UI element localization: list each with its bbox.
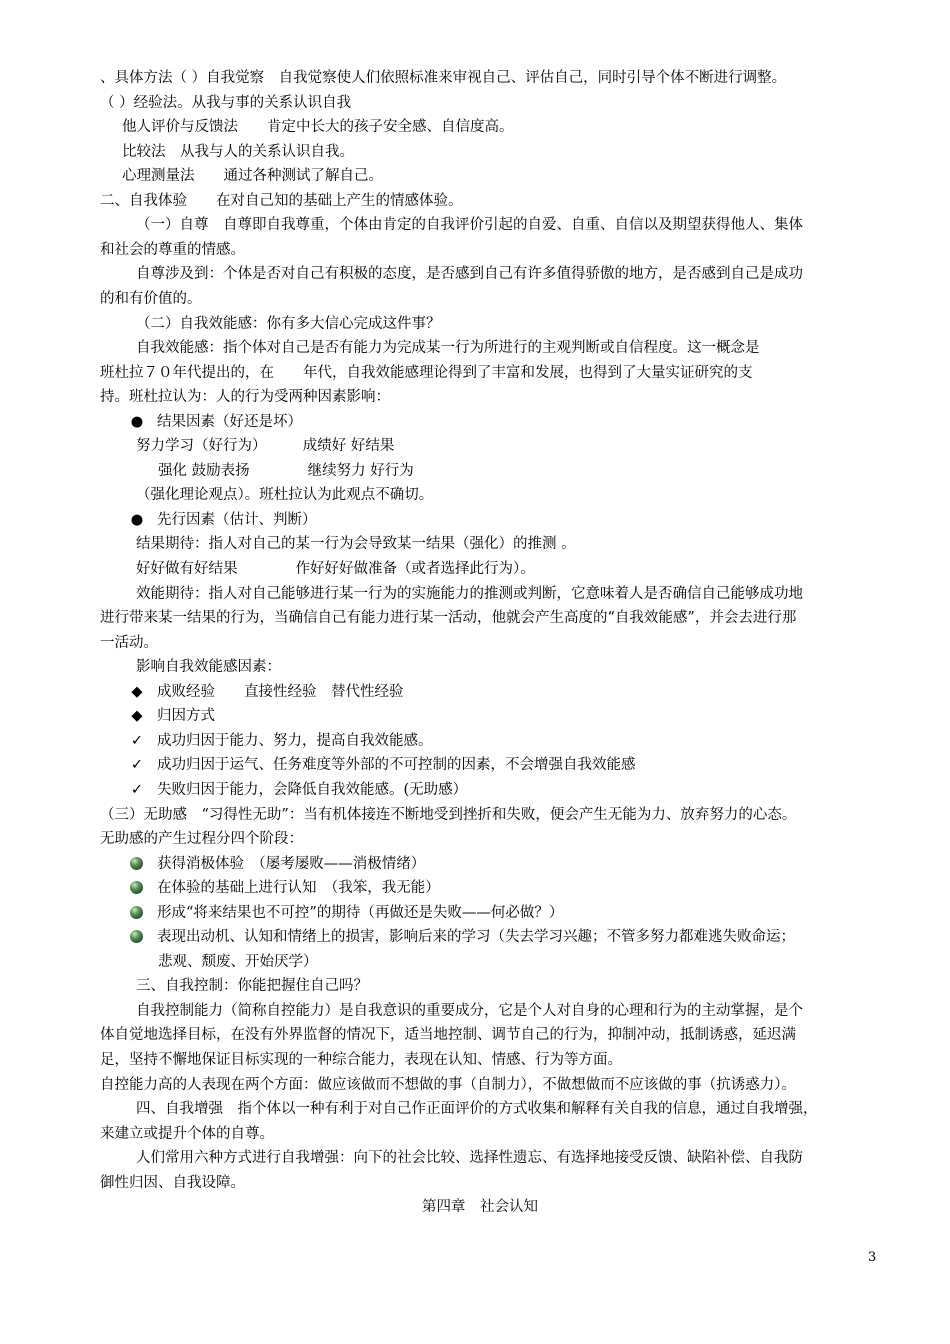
line-text: 结果因素（好还是坏）	[157, 414, 302, 430]
line-text: 成功归因于运气、任务难度等外部的不可控制的因素，不会增强自我效能感	[157, 757, 636, 773]
text-line	[100, 191, 890, 211]
line-text: （三）无助感 “习得性无助”：当有机体接连不断地受到挫折和失败，便会产生无能为力、放弃努力的心态。	[100, 807, 797, 823]
text-line	[100, 117, 890, 137]
line-text: 和社会的尊重的情感。	[100, 242, 245, 258]
list-item	[100, 682, 890, 702]
checkmark-bullet-icon: ✓	[130, 782, 144, 798]
text-line	[100, 608, 890, 628]
text-line	[100, 215, 890, 235]
text-line	[100, 633, 890, 653]
text-line	[100, 829, 890, 849]
text-line	[100, 1173, 890, 1193]
line-text: 比较法 从我与人的关系认识自我。	[122, 144, 354, 160]
text-line	[100, 338, 890, 358]
text-line	[100, 1001, 890, 1021]
line-text: 无助感的产生过程分四个阶段：	[100, 831, 303, 847]
text-line	[100, 166, 890, 186]
list-item	[100, 706, 890, 726]
dot-bullet-icon: ●	[130, 512, 144, 528]
text-line	[100, 461, 890, 481]
dot-bullet-icon: ●	[130, 414, 144, 430]
list-item	[100, 510, 890, 530]
list-item	[100, 755, 890, 775]
text-line	[100, 363, 890, 383]
line-text: 四、自我增强 指个体以一种有利于对自己作正面评价的方式收集和解释有关自我的信息，通过自我增强，	[136, 1101, 818, 1117]
text-line	[100, 289, 890, 309]
line-text: 悲观、颓废、开始厌学）	[158, 954, 318, 970]
line-text: 失败归因于能力，会降低自我效能感。(无助感）	[157, 782, 468, 798]
line-text: 先行因素（估计、判断）	[157, 512, 317, 528]
text-line	[100, 1050, 890, 1070]
line-text: 强化 鼓励表扬 继续努力 好行为	[158, 463, 414, 479]
text-line	[100, 976, 890, 996]
line-text: （ ）经验法。从我与事的关系认识自我	[100, 95, 352, 111]
line-text: 影响自我效能感因素：	[136, 659, 281, 675]
line-text: 自尊涉及到：个体是否对自己有积极的态度，是否感到自己有许多值得骄傲的地方，是否感到自己是成功	[136, 266, 803, 282]
text-line	[100, 314, 890, 334]
text-line	[100, 559, 890, 579]
text-line	[100, 1099, 890, 1119]
line-text: （一）自尊 自尊即自我尊重，个体由肯定的自我评价引起的自爱、自重、自信以及期望获得他人、集体	[136, 217, 803, 233]
line-text: 御性归因、自我设障。	[100, 1175, 245, 1191]
list-item	[100, 903, 890, 923]
list-item	[100, 854, 890, 874]
text-line	[100, 387, 890, 407]
list-item	[100, 412, 890, 432]
text-line	[100, 805, 890, 825]
text-line	[100, 1148, 890, 1168]
line-text: 好好做有好结果 作好好好做准备（或者选择此行为）。	[136, 561, 535, 577]
text-line	[100, 1124, 890, 1144]
diamond-bullet-icon: ◆	[131, 684, 143, 700]
line-text: 二、自我体验 在对自己知的基础上产生的情感体验。	[100, 193, 463, 209]
text-line	[100, 1075, 890, 1095]
line-text: 表现出动机、认知和情绪上的损害，影响后来的学习（失去学习兴趣；不管多努力都难逃失败命运；	[157, 929, 795, 945]
line-text: 归因方式	[157, 708, 215, 724]
line-text: 自我控制能力（简称自控能力）是自我意识的重要成分，它是个人对自身的心理和行为的主动掌握，是个	[136, 1003, 803, 1019]
list-item	[100, 878, 890, 898]
chapter-title: 第四章 社会认知	[422, 1199, 538, 1215]
line-text: 他人评价与反馈法 肯定中长大的孩子安全感、自信度高。	[122, 119, 514, 135]
list-item	[100, 731, 890, 751]
line-text: 努力学习（好行为） 成绩好 好结果	[136, 438, 395, 454]
text-line	[100, 68, 890, 88]
checkmark-bullet-icon: ✓	[130, 733, 144, 749]
checkmark-bullet-icon: ✓	[130, 757, 144, 773]
line-text: 成功归因于能力、努力，提高自我效能感。	[157, 733, 433, 749]
text-line	[100, 142, 890, 162]
line-text: 心理测量法 通过各种测试了解自己。	[122, 168, 383, 184]
line-text: 效能期待：指人对自己能够进行某一行为的实施能力的推测或判断，它意味着人是否确信自己能够成功地	[136, 586, 803, 602]
line-text: 三、自我控制：你能把握住自己吗？	[136, 978, 368, 994]
line-text: 在体验的基础上进行认知 （我笨，我无能）	[157, 880, 440, 896]
text-line	[100, 952, 890, 972]
list-item	[100, 927, 890, 947]
text-line	[100, 1025, 890, 1045]
line-text: （二）自我效能感：你有多大信心完成这件事？	[136, 316, 441, 332]
text-line	[100, 657, 890, 677]
line-text: 自我效能感：指个体对自己是否有能力为完成某一行为所进行的主观判断或自信程度。这一概念是	[136, 340, 760, 356]
line-text: 的和有价值的。	[100, 291, 202, 307]
line-text: （强化理论观点）。班杜拉认为此观点不确切。	[136, 487, 434, 503]
line-text: 班杜拉７０年代提出的，在 年代，自我效能感理论得到了丰富和发展，也得到了大量实证研究的支	[100, 365, 753, 381]
line-text: 持。班杜拉认为：人的行为受两种因素影响：	[100, 389, 390, 405]
list-item	[100, 780, 890, 800]
line-text: 、具体方法（ ）自我觉察 自我觉察使人们依照标准来审视自己、评估自己，同时引导个体不断进行调整。	[100, 70, 787, 86]
line-text: 成败经验 直接性经验 替代性经验	[157, 684, 404, 700]
line-text: 形成“将来结果也不可控”的期待（再做还是失败——何必做？）	[157, 905, 564, 921]
text-line	[100, 485, 890, 505]
line-text: 人们常用六种方式进行自我增强：向下的社会比较、选择性遗忘、有选择地接受反馈、缺陷补偿、自我防	[136, 1150, 803, 1166]
line-text: 足，坚持不懈地保证目标实现的一种综合能力，表现在认知、情感、行为等方面。	[100, 1052, 622, 1068]
line-text: 来建立或提升个体的自尊。	[100, 1126, 274, 1142]
text-line	[100, 584, 890, 604]
text-line	[100, 264, 890, 284]
text-line	[100, 93, 890, 113]
line-text: 获得消极体验 （屡考屡败——消极情绪）	[157, 856, 426, 872]
page-number: 3	[868, 1250, 877, 1265]
text-line	[100, 436, 890, 456]
line-text: 结果期待：指人对自己的某一行为会导致某一结果（强化）的推测 。	[136, 536, 576, 552]
line-text: 自控能力高的人表现在两个方面：做应该做而不想做的事（自制力），不做想做而不应该做的事（抗诱惑力）。	[100, 1077, 796, 1093]
line-text: 一活动。	[100, 635, 158, 651]
diamond-bullet-icon: ◆	[131, 708, 143, 724]
line-text: 进行带来某一结果的行为，当确信自己有能力进行某一活动，他就会产生高度的“自我效能感”，并会去进行那	[100, 610, 797, 626]
text-line	[100, 240, 890, 260]
line-text: 体自觉地选择目标，在没有外界监督的情况下，适当地控制、调节自己的行为，抑制冲动，抵制诱惑，延迟满	[100, 1027, 796, 1043]
text-line	[100, 534, 890, 554]
